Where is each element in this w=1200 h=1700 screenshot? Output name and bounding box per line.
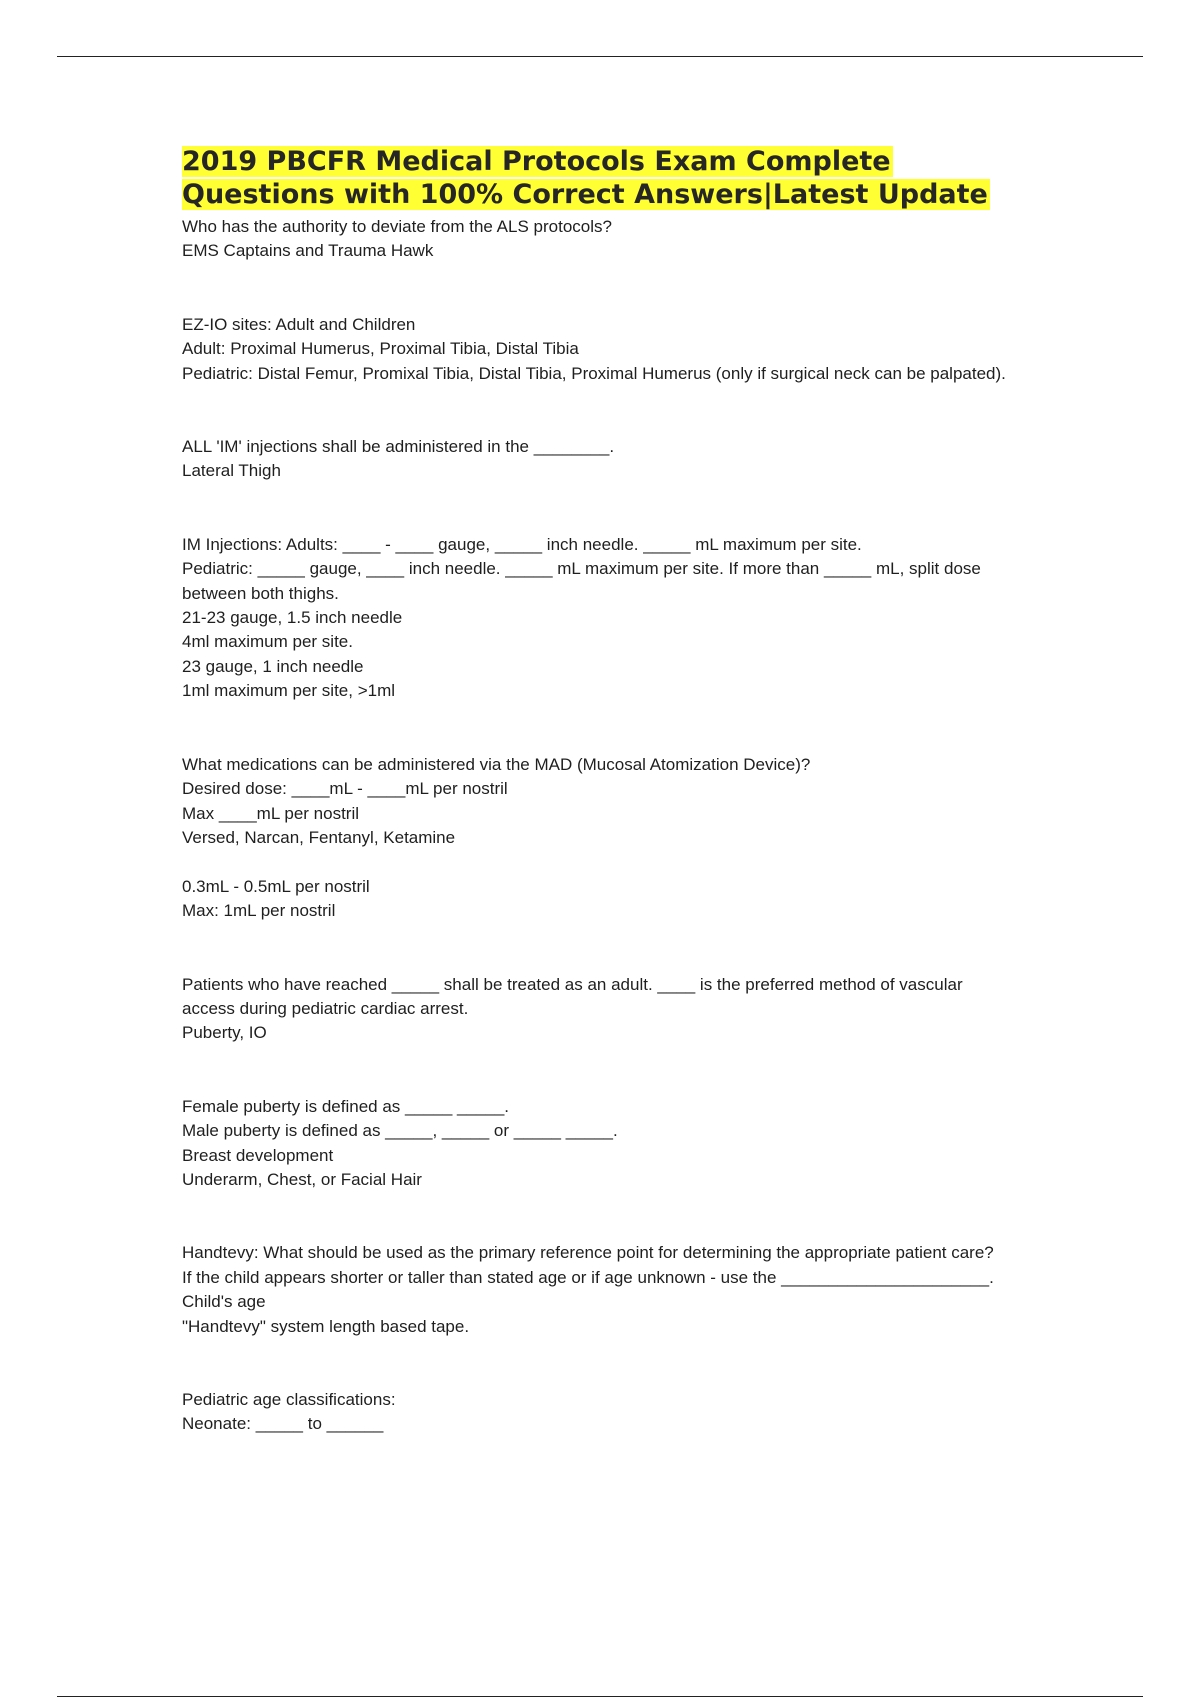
qa-block (182, 1241, 1012, 1339)
answer-line: Max ____mL per nostril (182, 803, 360, 823)
block-gap (182, 1046, 1012, 1095)
question-line: EZ-IO sites: Adult and Children (182, 314, 416, 334)
block-gap (182, 704, 1012, 753)
question-list (182, 215, 1012, 1437)
answer-line: Desired dose: ____mL - ____mL per nostril (182, 779, 508, 799)
spacer-line (182, 850, 1012, 874)
header-rule (57, 56, 1143, 57)
answer-line: Max: 1mL per nostril (182, 901, 336, 921)
question-line: Patients who have reached _____ shall be treated as an adult. ____ is the preferred method of vascular access during pediatric cardiac arrest. (182, 974, 968, 1018)
qa-block (182, 533, 1012, 704)
answer-line: 23 gauge, 1 inch needle (182, 656, 364, 676)
block-gap (182, 1192, 1012, 1241)
qa-block (182, 753, 1012, 924)
answer-line: 4ml maximum per site. (182, 632, 353, 652)
block-gap (182, 484, 1012, 533)
qa-block (182, 973, 1012, 1046)
qa-block (182, 313, 1012, 386)
block-gap (182, 1339, 1012, 1388)
question-line: ALL 'IM' injections shall be administered in the ________. (182, 437, 615, 457)
answer-line: Lateral Thigh (182, 461, 281, 481)
answer-line: Adult: Proximal Humerus, Proximal Tibia, Distal Tibia (182, 339, 579, 359)
answer-line: Pediatric: _____ gauge, ____ inch needle. _____ mL maximum per site. If more than _____ mL, split dose between both thighs. (182, 559, 986, 603)
answer-line: 21-23 gauge, 1.5 inch needle (182, 608, 403, 628)
answer-line: Neonate: _____ to ______ (182, 1414, 384, 1434)
qa-block (182, 215, 1012, 264)
answer-line: 0.3mL - 0.5mL per nostril (182, 876, 370, 896)
answer-line: Versed, Narcan, Fentanyl, Ketamine (182, 827, 456, 847)
block-gap (182, 386, 1012, 435)
answer-line: EMS Captains and Trauma Hawk (182, 241, 434, 261)
footer-rule (57, 1696, 1143, 1697)
title-highlight: 2019 PBCFR Medical Protocols Exam Complete Questions with 100% Correct Answers|Latest Update (182, 146, 988, 210)
answer-line: Child's age (182, 1292, 266, 1312)
question-line: Handtevy: What should be used as the primary reference point for determining the appropriate patient care? (182, 1243, 994, 1263)
qa-block (182, 435, 1012, 484)
document-title (182, 145, 1012, 211)
question-line: IM Injections: Adults: ____ - ____ gauge, _____ inch needle. _____ mL maximum per site. (182, 534, 862, 554)
answer-line: 1ml maximum per site, >1ml (182, 681, 396, 701)
answer-line: Underarm, Chest, or Facial Hair (182, 1169, 422, 1189)
question-line: What medications can be administered via the MAD (Mucosal Atomization Device)? (182, 754, 811, 774)
block-gap (182, 924, 1012, 973)
answer-line: Puberty, IO (182, 1023, 267, 1043)
qa-block (182, 1388, 1012, 1437)
answer-line: If the child appears shorter or taller than stated age or if age unknown - use the ______________________. (182, 1267, 994, 1287)
qa-block (182, 1095, 1012, 1193)
answer-line: "Handtevy" system length based tape. (182, 1316, 470, 1336)
answer-line: Breast development (182, 1145, 334, 1165)
block-gap (182, 264, 1012, 313)
answer-line: Male puberty is defined as _____, _____ or _____ _____. (182, 1121, 618, 1141)
question-line: Who has the authority to deviate from the ALS protocols? (182, 217, 612, 236)
document-body (182, 145, 1012, 1437)
answer-line: Pediatric: Distal Femur, Promixal Tibia, Distal Tibia, Proximal Humerus (only if surgical neck can be palpated). (182, 363, 1006, 383)
question-line: Pediatric age classifications: (182, 1389, 396, 1409)
question-line: Female puberty is defined as _____ _____. (182, 1096, 510, 1116)
